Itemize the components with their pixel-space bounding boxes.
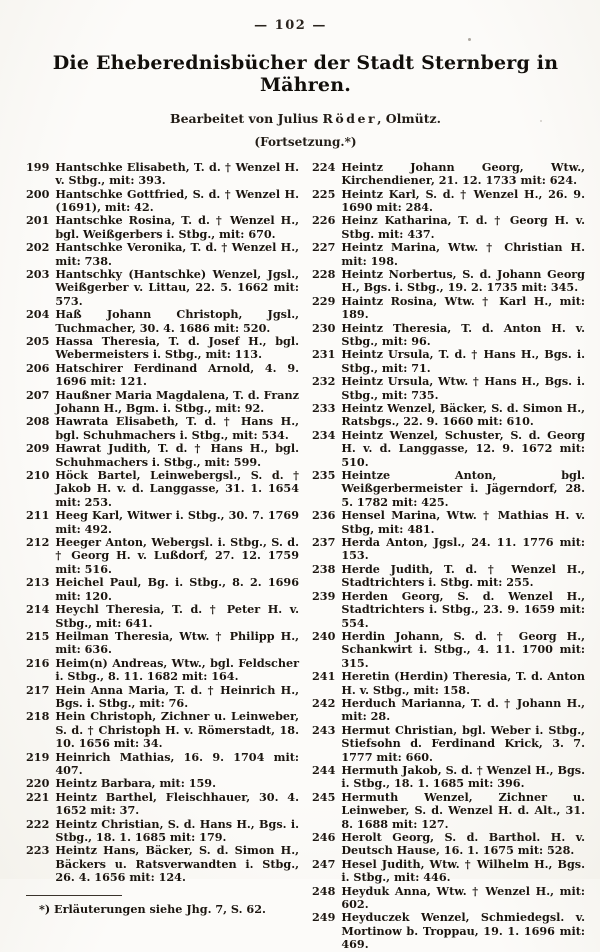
entry-number: 205 bbox=[26, 333, 50, 348]
register-entry-row bbox=[26, 442, 299, 469]
entry-number: 243 bbox=[312, 722, 336, 737]
register-entry-row bbox=[26, 684, 299, 711]
register-column-left bbox=[26, 161, 299, 952]
entry-text: Haß Johann Christoph, Jgsl., Tuchmacher, 30. 4. 1686 mit: 520. bbox=[55, 307, 299, 335]
entry-number: 237 bbox=[312, 535, 336, 550]
entry-text: Heintz Theresia, T. d. Anton H. v. Stbg., mit: 96. bbox=[341, 320, 585, 348]
entry-text: Heintz Wenzel, Schuster, S. d. Georg H. v. d. Langgasse, 12. 9. 1672 mit: 510. bbox=[341, 427, 585, 469]
register-column-right bbox=[312, 161, 585, 952]
register-entry-row bbox=[312, 885, 585, 912]
register-entry-row bbox=[312, 214, 585, 241]
entry-text: Heim(n) Andreas, Wtw., bgl. Feldscher i. Stbg., 8. 11. 1682 mit: 164. bbox=[55, 655, 299, 684]
entry-number: 204 bbox=[26, 307, 50, 322]
entry-text: Hein Christoph, Zichner u. Leinweber, S. d. † Christoph H. v. Römerstadt, 18. 10. 1656 mit: 34. bbox=[55, 709, 299, 751]
entry-number: 247 bbox=[312, 856, 336, 871]
entry-text: Heintz Christian, S. d. Hans H., Bgs. i. Stbg., 18. 1. 1685 mit: 179. bbox=[55, 816, 299, 844]
register-entry-row bbox=[312, 670, 585, 697]
entry-text: Hawrat Judith, T. d. † Hans H., bgl. Schuhmachers i. Stbg., mit: 599. bbox=[55, 441, 299, 469]
entry-text: Heyduczek Wenzel, Schmiedegsl. v. Mortinow b. Troppau, 19. 1. 1696 mit: 469. bbox=[341, 910, 585, 952]
entry-number: 248 bbox=[312, 883, 336, 898]
register-entry-row bbox=[312, 563, 585, 590]
register-entry-row bbox=[26, 241, 299, 268]
entry-text: Hantschky (Hantschke) Wenzel, Jgsl., Weißgerber v. Littau, 22. 5. 1662 mit: 573. bbox=[55, 266, 299, 308]
entry-text: Heichel Paul, Bg. i. Stbg., 8. 2. 1696 mit: 120. bbox=[55, 575, 299, 603]
entry-text: Hesel Judith, Wtw. † Wilhelm H., Bgs. i. Stbg., mit: 446. bbox=[341, 856, 585, 885]
entry-number: 214 bbox=[26, 602, 50, 617]
register-entry-row bbox=[26, 161, 299, 188]
footnote-text: *) Erläuterungen siehe Jhg. 7, S. 62. bbox=[39, 901, 266, 916]
register-entry-row bbox=[26, 509, 299, 536]
entry-number: 231 bbox=[312, 347, 336, 362]
entry-number: 207 bbox=[26, 387, 50, 402]
entry-text: Heintze Anton, bgl. Weißgerbermeister i. Jägerndorf, 28. 5. 1782 mit: 425. bbox=[341, 468, 585, 509]
register-entry-row bbox=[312, 697, 585, 724]
entry-number: 217 bbox=[26, 682, 50, 697]
register-entry-row bbox=[26, 536, 299, 576]
entry-number: 226 bbox=[312, 213, 336, 228]
entry-text: Heeger Anton, Webergsl. i. Stbg., S. d. † Georg H. v. Lußdorf, 27. 12. 1759 mit: 516. bbox=[55, 535, 299, 576]
entry-number: 218 bbox=[26, 709, 50, 724]
entry-text: Herden Georg, S. d. Wenzel H., Stadtrichters i. Stbg., 23. 9. 1659 mit: 554. bbox=[341, 588, 585, 630]
register-entry-row bbox=[26, 603, 299, 630]
entry-number: 242 bbox=[312, 695, 336, 710]
byline-prefix: Bearbeitet von Julius bbox=[170, 110, 323, 126]
entry-number: 224 bbox=[312, 159, 336, 174]
entry-text: Hantschke Rosina, T. d. † Wenzel H., bgl. Weißgerbers i. Stbg., mit: 670. bbox=[55, 213, 299, 241]
entry-number: 249 bbox=[312, 910, 336, 925]
entry-text: Hantschke Veronika, T. d. † Wenzel H., mit: 738. bbox=[55, 240, 299, 268]
register-entry-row bbox=[26, 751, 299, 778]
register-entry-row bbox=[312, 161, 585, 188]
register-entry-row bbox=[312, 831, 585, 858]
register-entry-row bbox=[26, 362, 299, 389]
entry-number: 238 bbox=[312, 561, 336, 576]
entry-text: Heintz Wenzel, Bäcker, S. d. Simon H., Ratsbgs., 22. 9. 1660 mit: 610. bbox=[341, 401, 585, 429]
entry-text: Herda Anton, Jgsl., 24. 11. 1776 mit: 153. bbox=[341, 535, 585, 563]
entry-text: Heyduk Anna, Wtw. † Wenzel H., mit: 602. bbox=[341, 883, 585, 912]
register-entry-row bbox=[26, 415, 299, 442]
register-entry-row bbox=[312, 911, 585, 951]
entry-text: Hensel Marina, Wtw. † Mathias H. v. Stbg, mit: 481. bbox=[341, 508, 585, 536]
entry-number: 201 bbox=[26, 213, 50, 228]
register-entry-row bbox=[26, 657, 299, 684]
register-entry-row bbox=[26, 469, 299, 509]
entry-text: Hantschke Gottfried, S. d. † Wenzel H. (1691), mit: 42. bbox=[55, 186, 299, 214]
entry-text: Heintz Hans, Bäcker, S. d. Simon H., Bäckers u. Ratsverwandten i. Stbg., 26. 4. 1656 mit: 124. bbox=[55, 843, 299, 885]
register-entry-row bbox=[312, 590, 585, 630]
entry-number: 221 bbox=[26, 789, 50, 804]
entry-number: 203 bbox=[26, 266, 50, 281]
register-entry-row bbox=[26, 630, 299, 657]
entry-number: 244 bbox=[312, 762, 336, 777]
register-entry-row bbox=[26, 188, 299, 215]
register-entry-row bbox=[26, 777, 299, 790]
register-entry-row bbox=[26, 791, 299, 818]
register-entry-row bbox=[312, 322, 585, 349]
entry-text: Hermuth Wenzel, Zichner u. Leinweber, S. d. Wenzel H. d. Alt., 31. 8. 1688 mit: 127. bbox=[341, 789, 585, 831]
register-entry-row bbox=[26, 389, 299, 416]
entry-text: Herduch Marianna, T. d. † Johann H., mit: 28. bbox=[341, 695, 585, 724]
entry-number: 235 bbox=[312, 468, 336, 483]
entry-number: 232 bbox=[312, 374, 336, 389]
entry-text: Heintz Johann Georg, Wtw., Kirchendiener, 21. 12. 1733 mit: 624. bbox=[341, 159, 585, 188]
entry-number: 236 bbox=[312, 508, 336, 523]
entry-text: Hein Anna Maria, T. d. † Heinrich H., Bgs. i. Stbg., mit: 76. bbox=[55, 682, 299, 710]
entry-number: 212 bbox=[26, 535, 50, 550]
entry-text: Hawrata Elisabeth, T. d. † Hans H., bgl. Schuhmachers i. Stbg., mit: 534. bbox=[55, 414, 299, 442]
register-entry-row bbox=[312, 509, 585, 536]
entry-number: 223 bbox=[26, 843, 50, 858]
entry-text: Haintz Rosina, Wtw. † Karl H., mit: 189. bbox=[341, 293, 585, 322]
byline-suffix: , Olmütz. bbox=[377, 110, 441, 126]
register-entry-row bbox=[312, 402, 585, 429]
entry-number: 211 bbox=[26, 508, 50, 523]
entry-text: Heinz Katharina, T. d. † Georg H. v. Stbg. mit: 437. bbox=[341, 213, 585, 241]
register-entry-row bbox=[312, 764, 585, 791]
entry-text: Heretin (Herdin) Theresia, T. d. Anton H. v. Stbg., mit: 158. bbox=[341, 669, 585, 697]
entry-text: Heintz Karl, S. d. † Wenzel H., 26. 9. 1690 mit: 284. bbox=[341, 186, 585, 214]
entry-text: Heintz Ursula, T. d. † Hans H., Bgs. i. Stbg., mit: 71. bbox=[341, 347, 585, 375]
entry-number: 240 bbox=[312, 628, 336, 643]
entry-text: Hassa Theresia, T. d. Josef H., bgl. Webermeisters i. Stbg., mit: 113. bbox=[55, 333, 299, 362]
scan-speck bbox=[540, 120, 542, 122]
two-column-register-list bbox=[26, 161, 585, 952]
entry-number: 210 bbox=[26, 468, 50, 483]
register-entry-row bbox=[312, 295, 585, 322]
register-entry-row bbox=[26, 308, 299, 335]
entry-text: Heychl Theresia, T. d. † Peter H. v. Stbg., mit: 641. bbox=[55, 602, 299, 630]
entry-number: 215 bbox=[26, 628, 50, 643]
register-entry-row bbox=[312, 469, 585, 509]
entry-number: 228 bbox=[312, 266, 336, 281]
entry-text: Herolt Georg, S. d. Barthol. H. v. Deutsch Hause, 16. 1. 1675 mit: 528. bbox=[341, 830, 585, 858]
entry-text: Heeg Karl, Witwer i. Stbg., 30. 7. 1769 mit: 492. bbox=[55, 508, 299, 536]
register-entry-row bbox=[26, 268, 299, 308]
register-entry-row bbox=[26, 710, 299, 750]
scan-speck bbox=[468, 38, 471, 41]
entry-text: Heintz Marina, Wtw. † Christian H. mit: 198. bbox=[341, 240, 585, 268]
register-entry-row bbox=[26, 214, 299, 241]
entry-text: Heintz Barthel, Fleischhauer, 30. 4. 1652 mit: 37. bbox=[55, 789, 299, 818]
register-entry-row bbox=[312, 536, 585, 563]
entry-number: 230 bbox=[312, 320, 336, 335]
entry-number: 216 bbox=[26, 655, 50, 670]
entry-number: 199 bbox=[26, 159, 50, 174]
byline bbox=[26, 111, 585, 126]
entry-number: 233 bbox=[312, 401, 336, 415]
entry-text: Haußner Maria Magdalena, T. d. Franz Johann H., Bgm. i. Stbg., mit: 92. bbox=[55, 387, 299, 415]
register-entry-row bbox=[312, 630, 585, 670]
entry-number: 222 bbox=[26, 816, 50, 831]
register-entry-row bbox=[312, 791, 585, 831]
register-entry-row bbox=[26, 576, 299, 603]
footnote-block bbox=[26, 895, 299, 916]
entry-text: Heintz Barbara, mit: 159. bbox=[55, 776, 216, 791]
register-entry-row bbox=[312, 268, 585, 295]
entry-text: Hermuth Jakob, S. d. † Wenzel H., Bgs. i. Stbg., 18. 1. 1685 mit: 396. bbox=[341, 762, 585, 791]
footnote-divider bbox=[26, 895, 122, 896]
register-entry-row bbox=[312, 858, 585, 885]
register-entry-row bbox=[312, 724, 585, 764]
entry-number: 208 bbox=[26, 414, 50, 429]
entry-text: Heinrich Mathias, 16. 9. 1704 mit: 407. bbox=[55, 749, 299, 777]
register-entry-row bbox=[312, 348, 585, 375]
register-entry-row bbox=[312, 375, 585, 402]
continuation-note: (Fortsetzung.*) bbox=[254, 134, 357, 149]
entry-text: Hermut Christian, bgl. Weber i. Stbg., Stiefsohn d. Ferdinand Krick, 3. 7. 1777 mit: 660. bbox=[341, 722, 585, 764]
byline-author-name: Röder bbox=[322, 110, 378, 126]
entry-text: Hatschirer Ferdinand Arnold, 4. 9. 1696 mit: 121. bbox=[55, 360, 299, 389]
register-entry-row bbox=[312, 188, 585, 215]
entry-number: 241 bbox=[312, 669, 336, 684]
register-entry-row bbox=[26, 818, 299, 845]
entry-number: 200 bbox=[26, 186, 50, 201]
entry-text: Heilman Theresia, Wtw. † Philipp H., mit: 636. bbox=[55, 628, 299, 657]
entry-number: 202 bbox=[26, 240, 50, 255]
entry-text: Heintz Norbertus, S. d. Johann Georg H., Bgs. i. Stbg., 19. 2. 1735 mit: 345. bbox=[341, 266, 585, 295]
entry-number: 239 bbox=[312, 588, 336, 603]
entry-number: 219 bbox=[26, 749, 50, 764]
entry-number: 206 bbox=[26, 360, 50, 375]
entry-text: Heintz Ursula, Wtw. † Hans H., Bgs. i. Stbg., mit: 735. bbox=[341, 374, 585, 402]
entry-number: 229 bbox=[312, 293, 336, 308]
entry-text: Herdin Johann, S. d. † Georg H., Schankwirt i. Stbg., 4. 11. 1700 mit: 315. bbox=[341, 628, 585, 670]
entry-number: 245 bbox=[312, 789, 336, 804]
entry-number: 220 bbox=[26, 776, 50, 791]
entry-text: Hantschke Elisabeth, T. d. † Wenzel H. v. Stbg., mit: 393. bbox=[55, 159, 299, 188]
entry-number: 234 bbox=[312, 427, 336, 442]
register-entry-row bbox=[26, 335, 299, 362]
entry-number: 209 bbox=[26, 441, 50, 456]
entry-number: 227 bbox=[312, 240, 336, 255]
entry-text: Herde Judith, T. d. † Wenzel H., Stadtrichters i. Stbg. mit: 255. bbox=[341, 561, 585, 590]
entry-number: 225 bbox=[312, 186, 336, 201]
entry-number: 246 bbox=[312, 830, 336, 844]
page-title: Die Eheberednisbücher der Stadt Sternberg in Mähren. bbox=[52, 52, 559, 96]
register-entry-row bbox=[312, 241, 585, 268]
page-number: — 102 — bbox=[254, 18, 327, 33]
entry-number: 213 bbox=[26, 575, 50, 590]
entry-text: Höck Bartel, Leinwebergsl., S. d. † Jakob H. v. d. Langgasse, 31. 1. 1654 mit: 253. bbox=[55, 468, 299, 509]
register-entry-row bbox=[312, 429, 585, 469]
